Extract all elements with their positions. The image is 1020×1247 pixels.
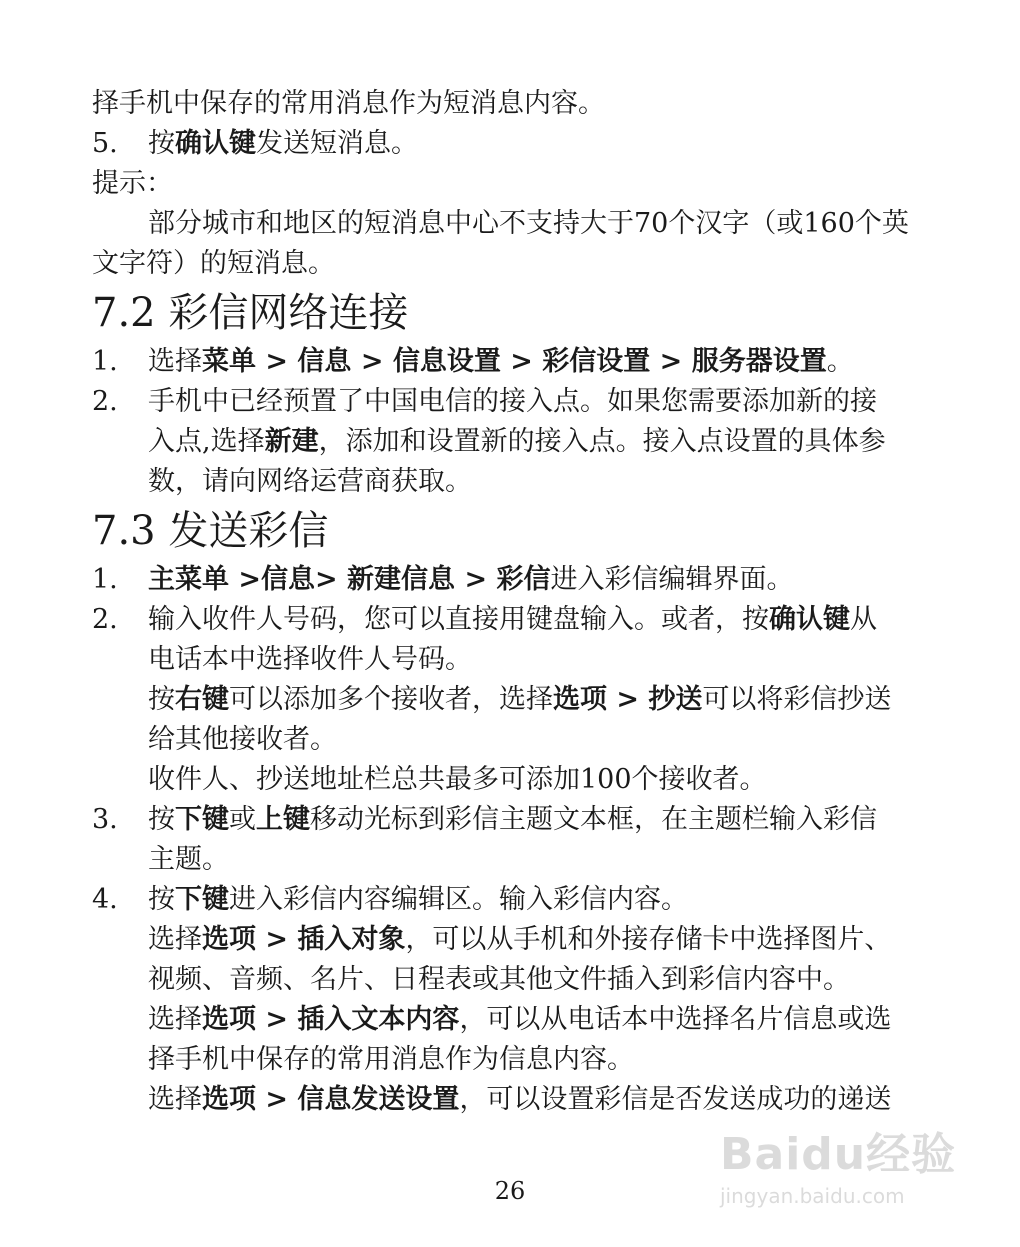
manual-page [92, 84, 932, 1120]
list-number: 1. [92, 346, 118, 377]
list-text-continuation [92, 680, 932, 720]
page-number: 26 [494, 1177, 526, 1205]
step-text [148, 124, 932, 164]
list-item [92, 342, 932, 382]
text-run: 进入彩信内容编辑区。输入彩信内容。 [229, 884, 688, 915]
key-term: 新建 [264, 426, 319, 457]
list-text [148, 560, 932, 600]
text-run: 按 [148, 684, 175, 715]
step-5 [92, 124, 932, 164]
list-text-continuation: 电话本中选择收件人号码。 [148, 644, 472, 675]
watermark-url: jingyan.baidu.com [720, 1184, 905, 1208]
list-text-continuation: 给其他接收者。 [148, 724, 337, 755]
text-run: 选择 [148, 1004, 202, 1035]
menu-path: 选项 > 插入文本内容 [202, 1004, 460, 1035]
menu-path: 主菜单 >信息> 新建信息 > 彩信 [148, 564, 551, 595]
text-run: 选择 [148, 924, 202, 955]
text-run: 按 [148, 128, 175, 159]
text-run: 入点,选择 [148, 426, 265, 457]
list-item [92, 600, 932, 640]
list-text-continuation: 收件人、抄送地址栏总共最多可添加100个接收者。 [148, 764, 767, 795]
key-term: 上键 [256, 804, 310, 835]
text-run: 从 [850, 604, 877, 635]
key-term: 下键 [175, 884, 229, 915]
list-text [148, 880, 932, 920]
text-run: ，可以设置彩信是否发送成功的递送 [459, 1084, 892, 1115]
list-item [92, 560, 932, 600]
text-run: 可以添加多个接收者，选择 [229, 684, 553, 715]
list-text-continuation: 择手机中保存的常用消息作为信息内容。 [148, 1044, 634, 1075]
text-run: 或 [229, 804, 256, 835]
intro-line: 择手机中保存的常用消息作为短消息内容。 [92, 88, 605, 119]
text-run: ，添加和设置新的接入点。接入点设置的具体参 [318, 426, 886, 457]
text-run: 选择 [148, 346, 202, 377]
text-run: 可以将彩信抄送 [702, 684, 892, 715]
list-text [148, 600, 932, 640]
text-run: 进入彩信编辑界面。 [550, 564, 794, 595]
step-number: 5. [92, 128, 118, 159]
text-run: ，可以从电话本中选择名片信息或选 [459, 1004, 892, 1035]
list-item [92, 382, 932, 422]
list-number: 2. [92, 604, 118, 635]
key-term: 右键 [175, 684, 229, 715]
tip-label: 提示： [92, 168, 173, 199]
text-run: 按 [148, 884, 175, 915]
list-text-continuation [92, 1000, 932, 1040]
text-run: ，可以从手机和外接存储卡中选择图片、 [405, 924, 892, 955]
tip-text-line: 部分城市和地区的短消息中心不支持大于70个汉字（或160个英 [148, 208, 909, 239]
section-heading-7-3: 7.3 发送彩信 [92, 508, 329, 554]
key-term: 确认键 [769, 604, 850, 635]
list-text-continuation [92, 1080, 932, 1120]
text-run: 选择 [148, 1084, 202, 1115]
text-run: 发送短消息。 [256, 128, 418, 159]
tip-text-line: 文字符）的短消息。 [92, 248, 335, 279]
list-text-continuation: 数，请向网络运营商获取。 [148, 466, 472, 497]
list-text-continuation [92, 920, 932, 960]
list-text [148, 342, 932, 382]
text-run: 。 [826, 346, 854, 377]
list-text-continuation: 主题。 [148, 844, 229, 875]
list-text: 手机中已经预置了中国电信的接入点。如果您需要添加新的接 [148, 386, 877, 417]
list-number: 1. [92, 564, 118, 595]
list-number: 3. [92, 804, 118, 835]
list-text [148, 800, 932, 840]
list-item [92, 800, 932, 840]
text-run: 按 [148, 804, 175, 835]
menu-path: 选项 > 信息发送设置 [202, 1084, 460, 1115]
menu-path: 选项 > 插入对象 [202, 924, 406, 955]
list-item [92, 880, 932, 920]
key-term: 确认键 [175, 128, 256, 159]
menu-path: 选项 > 抄送 [553, 684, 703, 715]
menu-path: 菜单 > 信息 > 信息设置 > 彩信设置 > 服务器设置 [202, 346, 827, 377]
text-run: 输入收件人号码，您可以直接用键盘输入。或者，按 [148, 604, 769, 635]
list-text-continuation [92, 422, 932, 462]
list-number: 4. [92, 884, 118, 915]
key-term: 下键 [175, 804, 229, 835]
section-heading-7-2: 7.2 彩信网络连接 [92, 290, 409, 336]
text-run: 移动光标到彩信主题文本框，在主题栏输入彩信 [310, 804, 877, 835]
list-number: 2. [92, 386, 118, 417]
watermark-logo: Baidu经验 [720, 1129, 957, 1180]
list-text-continuation: 视频、音频、名片、日程表或其他文件插入到彩信内容中。 [148, 964, 850, 995]
